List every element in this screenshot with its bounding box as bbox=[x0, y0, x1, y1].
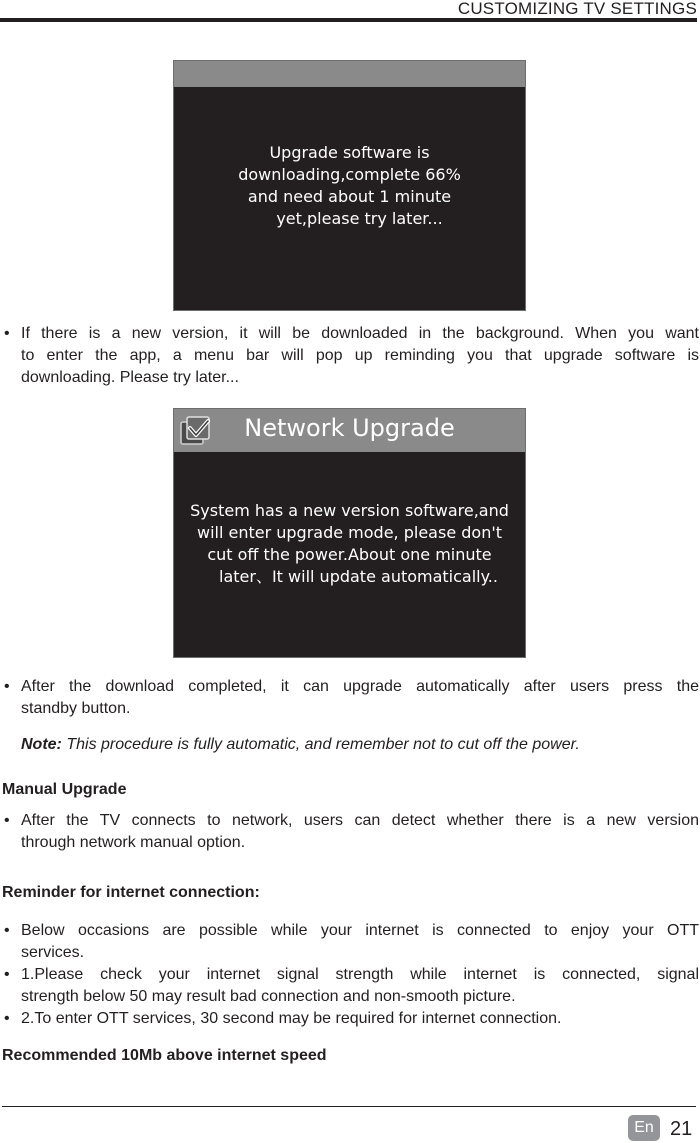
section-title: CUSTOMIZING TV SETTINGS bbox=[457, 0, 697, 18]
bullet-marker: • bbox=[4, 678, 10, 695]
message-line: System has a new version software,and bbox=[190, 501, 509, 520]
note-text: This procedure is fully automatic, and remember not to cut off the power. bbox=[61, 736, 580, 753]
page-number: 21 bbox=[670, 1118, 693, 1140]
dialog-title: Network Upgrade bbox=[244, 414, 455, 442]
bullet-line: After the TV connects to network, users can detect whether there is a new version bbox=[21, 812, 699, 829]
note-label: Note: bbox=[21, 736, 62, 753]
heading-recommended-speed: Recommended 10Mb above internet speed bbox=[2, 1047, 327, 1064]
message-line: later、It will update automatically.. bbox=[219, 567, 498, 586]
heading-reminder: Reminder for internet connection: bbox=[2, 884, 260, 901]
message-line: will enter upgrade mode, please don't bbox=[196, 523, 502, 542]
bullet-line: After the download completed, it can upgrade automatically after users press the bbox=[21, 678, 699, 695]
downloading-message bbox=[174, 142, 525, 230]
message-line: cut off the power.About one minute bbox=[207, 545, 492, 564]
bullet-marker: • bbox=[4, 325, 10, 342]
bullet-line: 2.To enter OTT services, 30 second may be required for internet connection. bbox=[21, 1010, 562, 1027]
bullet-line: 1.Please check your internet signal strength while internet is connected, signal bbox=[21, 966, 699, 983]
note bbox=[21, 734, 580, 756]
bullet-line: strength below 50 may result bad connection and non-smooth picture. bbox=[21, 988, 516, 1005]
tv-screen-network-upgrade bbox=[173, 408, 526, 658]
message-line: Upgrade software is bbox=[269, 143, 430, 162]
bullet-line: Below occasions are possible while your internet is connected to enjoy your OTT bbox=[21, 922, 699, 939]
header-divider bbox=[0, 18, 697, 22]
footer-divider bbox=[2, 1106, 696, 1107]
tv-screen-downloading bbox=[173, 60, 526, 311]
bullet-marker: • bbox=[4, 922, 10, 939]
bullet-line: to enter the app, a menu bar will pop up reminding you that upgrade software is bbox=[21, 347, 699, 364]
bullet-line: standby button. bbox=[21, 700, 131, 717]
language-badge: En bbox=[628, 1115, 660, 1141]
bullet-marker: • bbox=[4, 812, 10, 829]
bullet-marker: • bbox=[4, 966, 10, 983]
message-line: and need about 1 minute bbox=[247, 187, 452, 206]
bullet-marker: • bbox=[4, 1010, 10, 1027]
message-line: downloading,complete 66% bbox=[238, 165, 461, 184]
heading-manual-upgrade: Manual Upgrade bbox=[2, 781, 127, 798]
bullet-line: If there is a new version, it will be downloaded in the background. When you want bbox=[21, 325, 699, 342]
upgrade-message bbox=[174, 500, 525, 588]
bullet-line: services. bbox=[21, 944, 85, 961]
screen-title-bar bbox=[174, 409, 525, 452]
bullet-line: through network manual option. bbox=[21, 834, 246, 851]
bullet-line: downloading. Please try later... bbox=[21, 369, 239, 386]
message-line: yet,please try later... bbox=[276, 209, 443, 228]
screen-title-bar bbox=[174, 61, 525, 87]
